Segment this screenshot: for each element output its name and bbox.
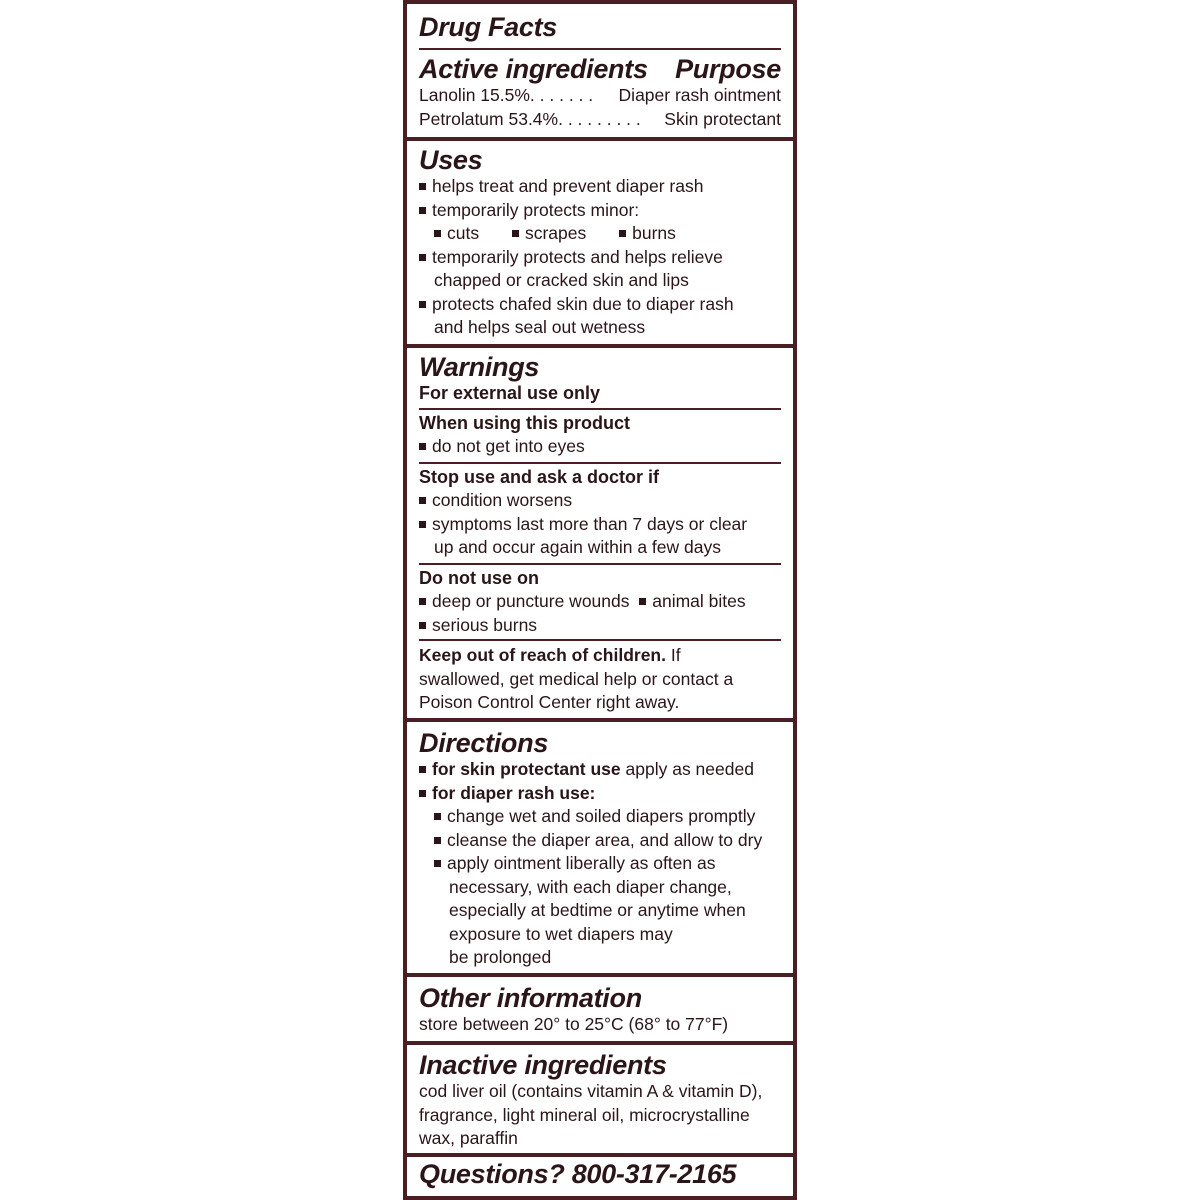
skin-use-label: for skin protectant use bbox=[432, 759, 621, 779]
inactive-line: cod liver oil (contains vitamin A & vitamin D), bbox=[419, 1081, 763, 1101]
section-directions bbox=[407, 728, 793, 974]
uses-item: temporarily protects and helps relieve bbox=[419, 246, 781, 270]
inactive-heading: Inactive ingredients bbox=[419, 1050, 667, 1080]
keep-out-block bbox=[407, 644, 793, 718]
directions-heading: Directions bbox=[419, 728, 549, 758]
keep-out-text: Poison Control Center right away. bbox=[419, 692, 680, 712]
active-block bbox=[407, 54, 793, 134]
bottom-border bbox=[407, 1196, 793, 1200]
diaper-use-label: for diaper rash use: bbox=[419, 782, 781, 806]
direction-step: apply ointment liberally as often as bbox=[419, 852, 781, 876]
ingredient-name: Petrolatum 53.4% bbox=[419, 108, 559, 129]
ingredient-name: Lanolin 15.5% bbox=[419, 85, 530, 105]
title-divider bbox=[419, 48, 781, 50]
section-divider bbox=[407, 137, 793, 141]
skin-use-text: apply as needed bbox=[620, 759, 754, 779]
stop-use-heading: Stop use and ask a doctor if bbox=[419, 467, 660, 487]
uses-item: helps treat and prevent diaper rash bbox=[419, 175, 781, 199]
active-row bbox=[419, 108, 781, 132]
direction-step-cont: especially at bedtime or anytime when bbox=[449, 900, 746, 920]
when-using-block bbox=[407, 412, 793, 462]
uses-item-cont: chapped or cracked skin and lips bbox=[434, 270, 689, 290]
stop-use-item: condition worsens bbox=[419, 489, 781, 513]
do-not-use-block bbox=[407, 567, 793, 639]
warnings-heading: Warnings bbox=[419, 352, 540, 382]
direction-step-cont: exposure to wet diapers may bbox=[449, 923, 673, 944]
minor-item: scrapes bbox=[512, 223, 586, 243]
section-divider bbox=[407, 344, 793, 348]
uses-item-cont: and helps seal out wetness bbox=[434, 317, 646, 337]
section-divider bbox=[407, 718, 793, 722]
section-other bbox=[407, 983, 793, 1041]
when-using-item: do not get into eyes bbox=[419, 435, 781, 459]
leader-dots: . . . . . . . bbox=[529, 85, 594, 105]
direction-step-cont: be prolonged bbox=[449, 947, 552, 967]
minor-item: burns bbox=[619, 223, 676, 243]
other-text: store between 20° to 25°C (68° to 77°F) bbox=[419, 1014, 729, 1034]
other-heading: Other information bbox=[419, 983, 642, 1013]
do-not-use-item: serious burns bbox=[419, 614, 781, 638]
do-not-use-item: deep or puncture wounds bbox=[419, 591, 630, 611]
keep-out-text: If bbox=[665, 645, 681, 665]
direction-step: change wet and soiled diapers promptly bbox=[419, 805, 781, 829]
uses-heading: Uses bbox=[419, 145, 483, 175]
when-using-heading: When using this product bbox=[419, 413, 630, 433]
purpose-heading: Purpose bbox=[675, 54, 781, 84]
external-use: For external use only bbox=[419, 383, 601, 403]
minor-item: cuts bbox=[434, 223, 479, 243]
section-uses bbox=[407, 145, 793, 343]
section-divider bbox=[407, 1041, 793, 1045]
do-not-use-heading: Do not use on bbox=[419, 568, 539, 588]
warnings-divider bbox=[419, 563, 781, 565]
inactive-line: fragrance, light mineral oil, microcrystalline bbox=[419, 1104, 750, 1125]
active-row bbox=[419, 84, 781, 108]
ingredient-purpose: Diaper rash ointment bbox=[618, 85, 781, 105]
section-warnings bbox=[407, 352, 793, 410]
inactive-line: wax, paraffin bbox=[419, 1128, 518, 1148]
questions-line: Questions? 800-317-2165 bbox=[419, 1159, 737, 1189]
uses-item: temporarily protects minor: bbox=[419, 199, 781, 223]
stop-use-item-cont: up and occur again within a few days bbox=[434, 537, 721, 557]
direction-step: cleanse the diaper area, and allow to dry bbox=[419, 829, 781, 853]
minor-list bbox=[419, 222, 781, 246]
warnings-divider bbox=[419, 639, 781, 641]
direction-step-cont: necessary, with each diaper change, bbox=[449, 876, 732, 897]
section-divider bbox=[407, 973, 793, 977]
do-not-use-row bbox=[419, 590, 781, 614]
leader-dots: . . . . . . . . . bbox=[558, 108, 641, 129]
drug-facts-panel bbox=[403, 0, 797, 1200]
section-questions bbox=[407, 1159, 793, 1193]
do-not-use-item: animal bites bbox=[639, 591, 745, 611]
stop-use-item: symptoms last more than 7 days or clear bbox=[419, 513, 781, 537]
top-border bbox=[407, 0, 793, 4]
ingredient-purpose: Skin protectant bbox=[664, 108, 781, 129]
section-divider bbox=[407, 1153, 793, 1157]
keep-out-heading: Keep out of reach of children. bbox=[419, 645, 666, 665]
warnings-divider bbox=[419, 462, 781, 464]
active-ingredients-heading: Active ingredients bbox=[419, 54, 648, 84]
drug-facts-title: Drug Facts bbox=[419, 12, 558, 42]
uses-item: protects chafed skin due to diaper rash bbox=[419, 293, 781, 317]
stop-use-block bbox=[407, 466, 793, 564]
keep-out-text: swallowed, get medical help or contact a bbox=[419, 668, 734, 689]
warnings-divider bbox=[419, 408, 781, 410]
section-inactive bbox=[407, 1050, 793, 1153]
